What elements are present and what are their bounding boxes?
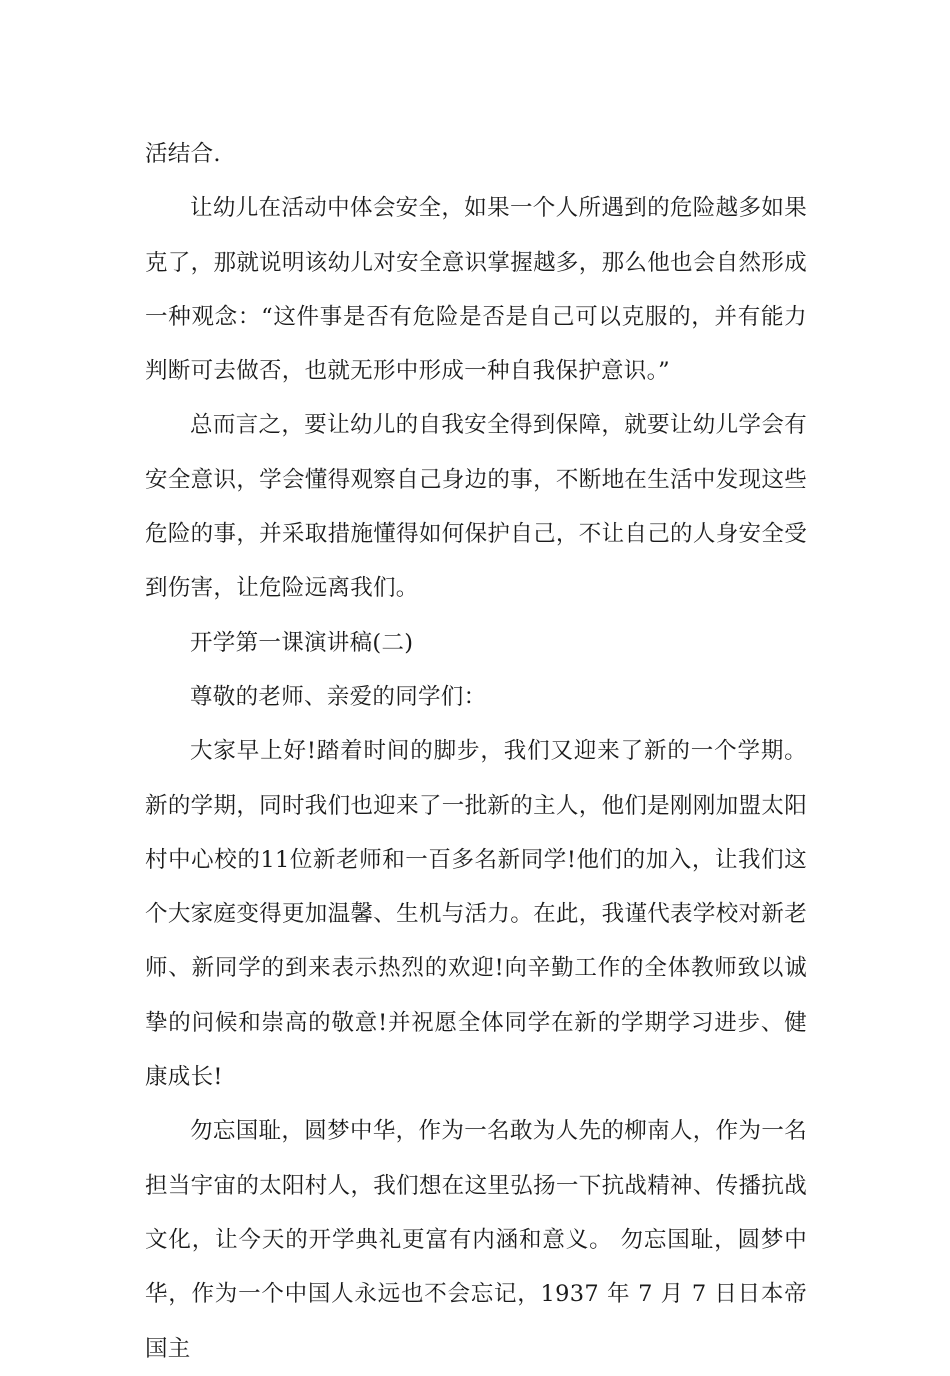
- paragraph-greeting: 大家早上好!踏着时间的脚步，我们又迎来了新的一个学期。新的学期，同时我们也迎来了一批新的主人，他们是刚刚加盟太阳村中心校的11位新老师和一百多名新同学!他们的加入，让我们这个大家庭变得更加温馨、生机与活力。在此，我谨代表学校对新老师、新同学的到来表示热烈的欢迎!向辛勤工作的全体教师致以诚挚的问候和崇高的敬意!并祝愿全体同学在新的学期学习进步、健康成长!: [145, 738, 807, 1091]
- paragraph-continuation: 活结合.: [145, 141, 221, 167]
- paragraph-safety-experience: 让幼儿在活动中体会安全，如果一个人所遇到的危险越多如果克了，那就说明该幼儿对安全意识掌握越多，那么他也会自然形成一种观念：“这件事是否有危险是否是自己可以克服的，并有能力判断可去做否，也就无形中形成一种自我保护意识。”: [145, 195, 807, 385]
- paragraph-conclusion: 总而言之，要让幼儿的自我安全得到保障，就要让幼儿学会有安全意识，学会懂得观察自己身边的事，不断地在生活中发现这些危险的事，并采取措施懂得如何保护自己，不让自己的人身安全受到伤害，让危险远离我们。: [145, 412, 807, 602]
- section-title: 开学第一课演讲稿(二): [190, 629, 414, 656]
- salutation: 尊敬的老师、亲爱的同学们：: [190, 683, 487, 710]
- document-body: [145, 127, 807, 1376]
- paragraph-national-humiliation: 勿忘国耻，圆梦中华，作为一名敢为人先的柳南人，作为一名担当宇宙的太阳村人，我们想在这里弘扬一下抗战精神、传播抗战文化，让今天的开学典礼更富有内涵和意义。 勿忘国耻，圆梦中华，作为一个中国人永远也不会忘记，1937 年 7 月 7 日日本帝国主: [145, 1118, 807, 1362]
